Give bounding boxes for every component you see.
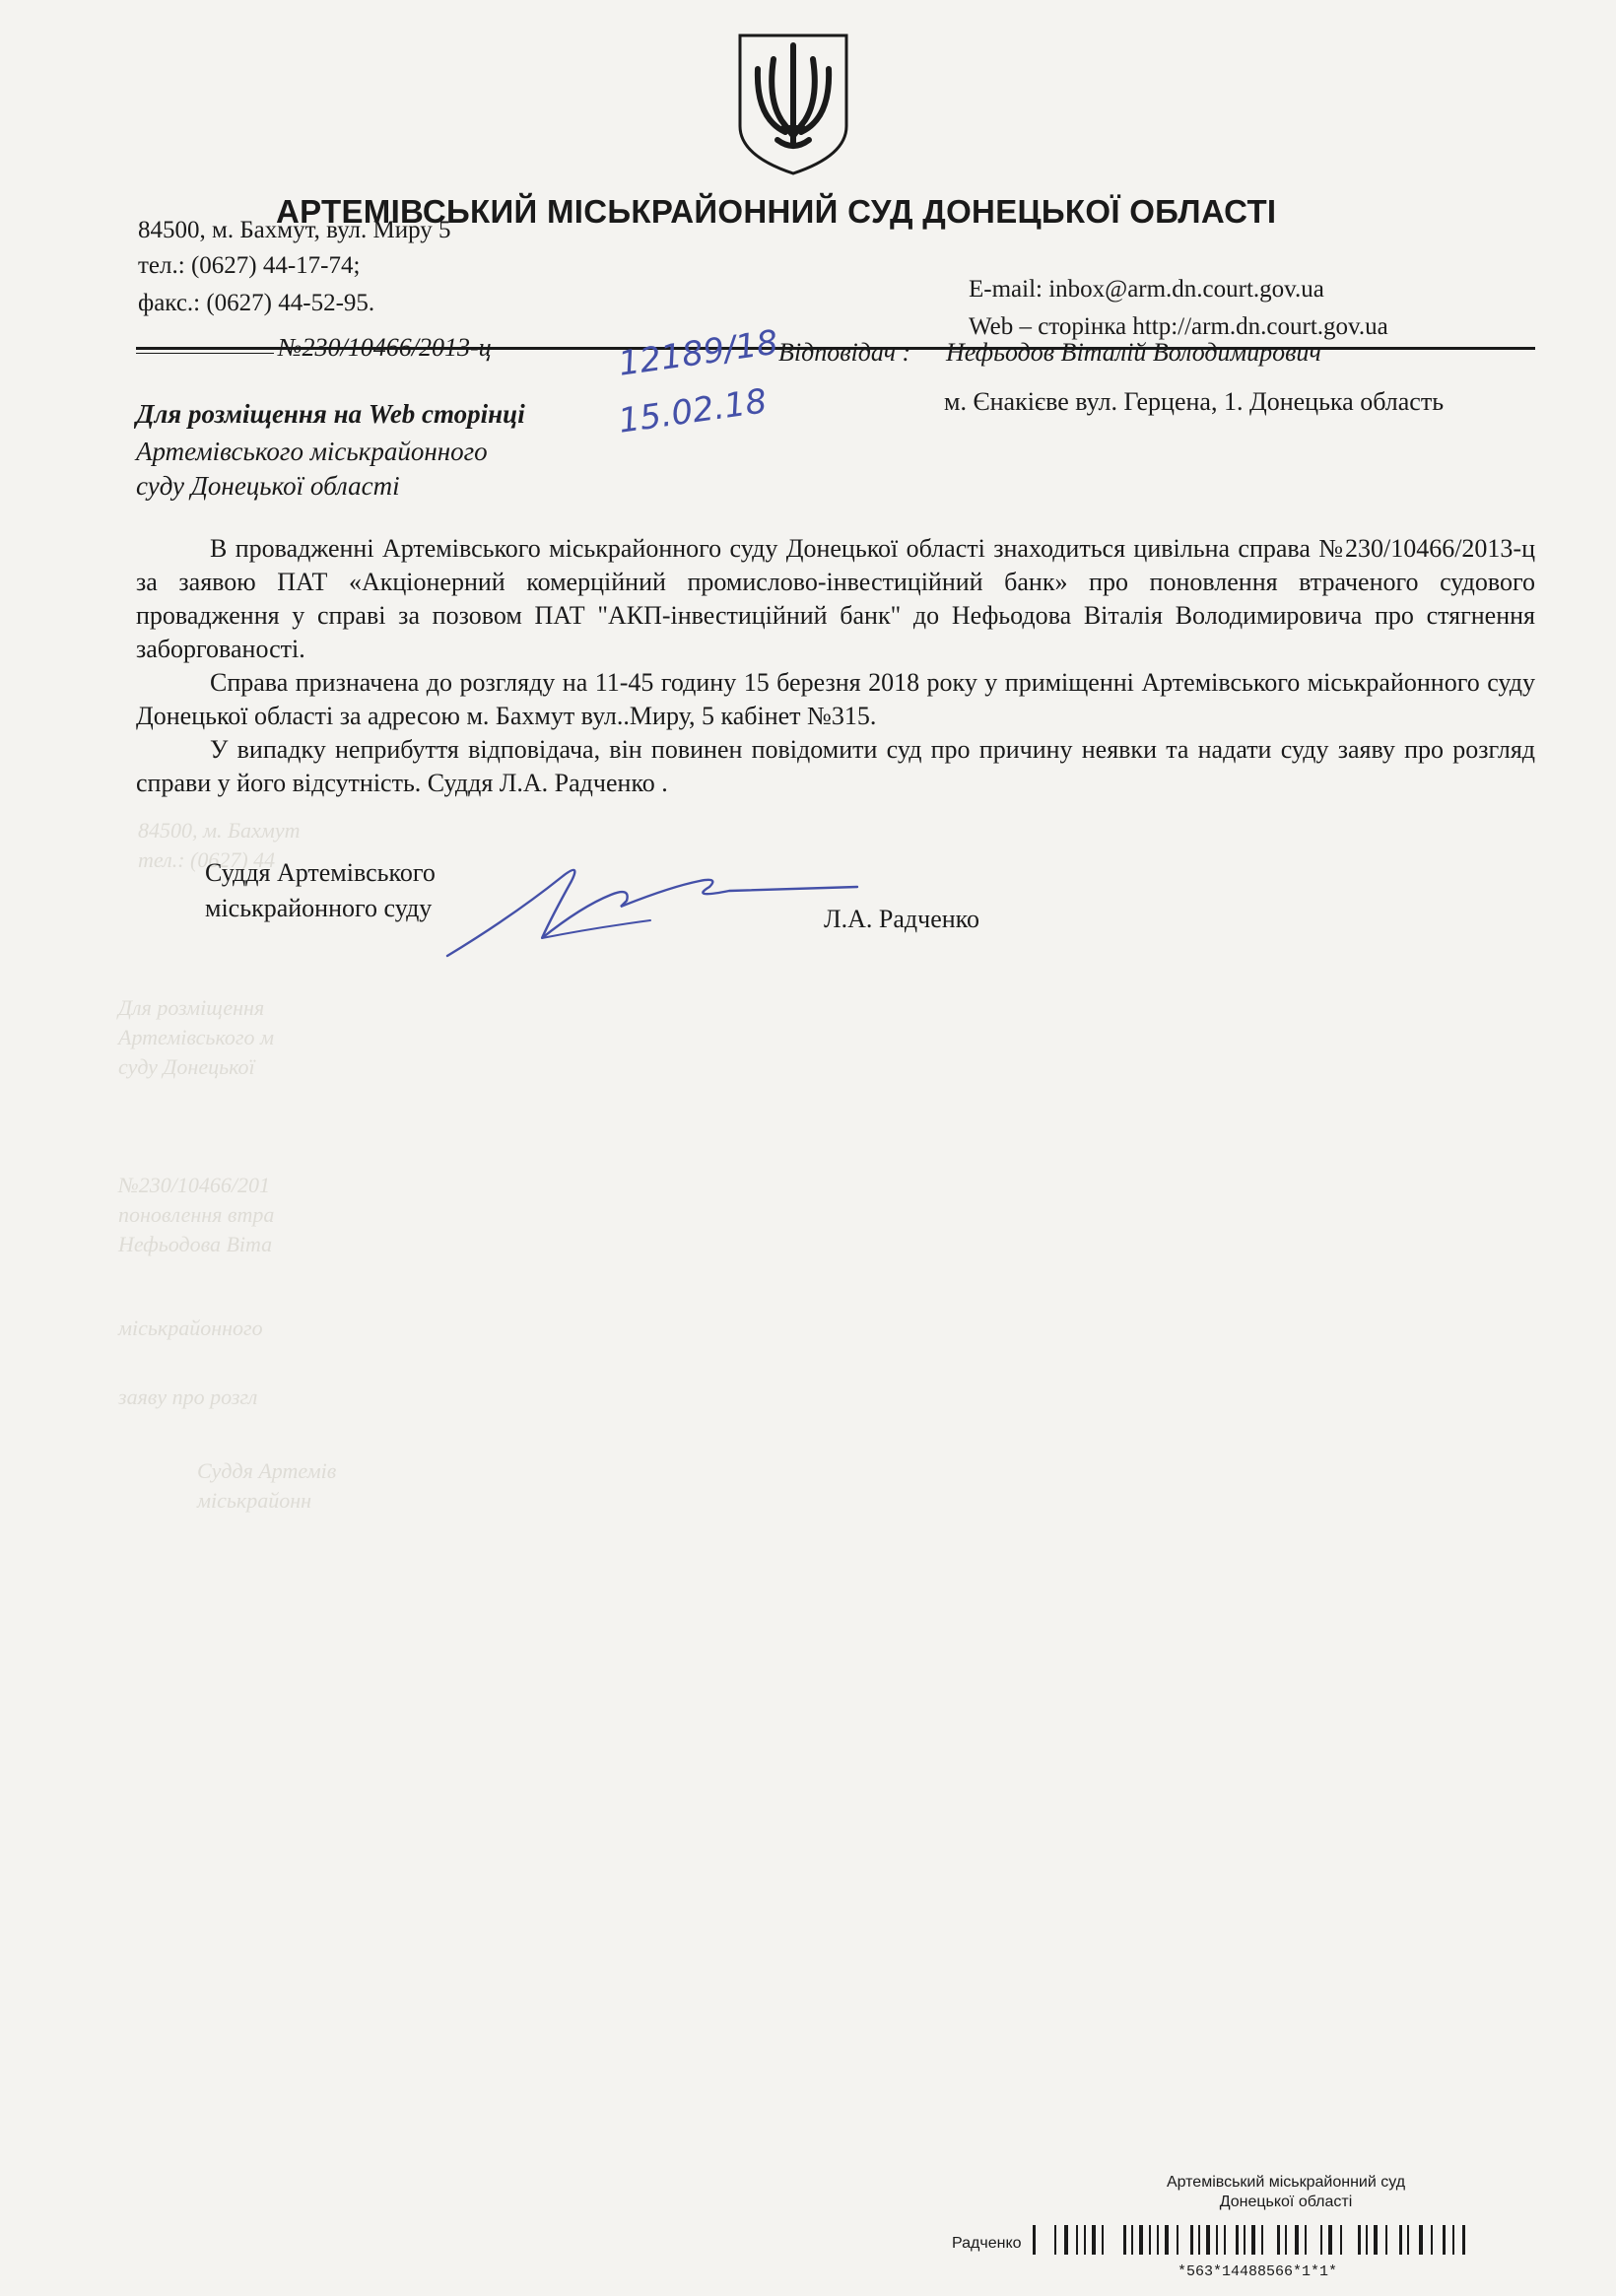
notice-body (136, 532, 1535, 800)
body-paragraph: В провадженні Артемівського міськрайонного суду Донецької області знаходиться цивільна справа №230/10466/2013-ц за заявою ПАТ «Акціонерний комерційний промислово-інвестиційний банк» про поновлення втраченого судового провадження у справі за позовом ПАТ "АКП-інвестиційний банк" до Нефьодова Віталія Володимировича про стягнення заборгованості. (136, 534, 1535, 663)
judge-title-line: Суддя Артемівського (205, 858, 436, 887)
blank-line (136, 352, 274, 354)
judge-title-line: міськрайонного суду (205, 894, 433, 922)
handwritten-date: 15.02.18 (616, 381, 770, 441)
court-website: Web – сторінка http://arm.dn.court.gov.ua (969, 313, 1388, 340)
bleed-through-text: міськрайонного (118, 1316, 263, 1340)
court-title: АРТЕМІВСЬКИЙ МІСЬКРАЙОННИЙ СУД ДОНЕЦЬКОЇ ОБЛАСТІ (276, 193, 1277, 230)
court-phone: тел.: (0627) 44-17-74; (138, 252, 361, 279)
recipient-label: Відповідач : (778, 338, 911, 367)
placement-line: Артемівського міськрайонного (136, 437, 488, 466)
barcode-icon (1033, 2225, 1466, 2255)
bleed-through-text: №230/10466/201 (118, 1173, 270, 1197)
bleed-through-text: заяву про розгл (118, 1384, 258, 1409)
court-stamp (1123, 2173, 1448, 2212)
handwritten-registration-number: 12189/18 (616, 322, 781, 384)
bleed-through-text: суду Донецької (118, 1054, 255, 1079)
placement-line: суду Донецької області (136, 471, 400, 501)
coat-of-arms-icon (734, 30, 852, 177)
bleed-through-text: Артемівського м (118, 1025, 275, 1049)
barcode-number: *563*14488566*1*1* (1178, 2263, 1338, 2280)
case-number-text: №230/10466/2013-ц (278, 333, 492, 362)
bleed-through-text: Суддя Артемів (197, 1458, 337, 1483)
recipient-address: м. Єнакієве вул. Герцена, 1. Донецька область (944, 387, 1445, 416)
judge-name: Л.А. Радченко (824, 905, 979, 933)
handwritten-signature (434, 847, 867, 966)
judge-title (205, 855, 436, 926)
court-email: E-mail: inbox@arm.dn.court.gov.ua (969, 276, 1324, 303)
case-number (136, 333, 492, 363)
placement-heading: Для розміщення на Web сторінці (136, 399, 525, 429)
bleed-through-text: Нефьодова Віта (118, 1232, 273, 1256)
stamp-line: Артемівський міськрайонний суд (1166, 2174, 1406, 2191)
body-paragraph: У випадку неприбуття відповідача, він повинен повідомити суд про причину неявки та надати суду заяву про розгляд справи у його відсутність. Суддя Л.А. Радченко . (136, 735, 1535, 797)
stamp-line: Донецької області (1219, 2194, 1353, 2210)
bleed-through-text: міськрайонн (197, 1488, 312, 1513)
body-paragraph: Справа призначена до розгляду на 11-45 годину 15 березня 2018 року у приміщенні Артемівського міськрайонного суду Донецької області за адресою м. Бахмут вул..Миру, 5 кабінет №315. (136, 668, 1535, 730)
barcode-label: Радченко (952, 2235, 1022, 2252)
bleed-through-text: поновлення втра (118, 1202, 275, 1227)
court-fax: факс.: (0627) 44-52-95. (138, 290, 375, 316)
bleed-through-text: тел.: (0627) 44 (138, 847, 276, 872)
court-address: 84500, м. Бахмут, вул. Миру 5 (138, 217, 451, 243)
bleed-through-text: 84500, м. Бахмут (138, 818, 301, 843)
bleed-through-text: Для розміщення (118, 995, 265, 1020)
recipient-name: Нефьодов Віталій Володимирович (946, 338, 1321, 367)
